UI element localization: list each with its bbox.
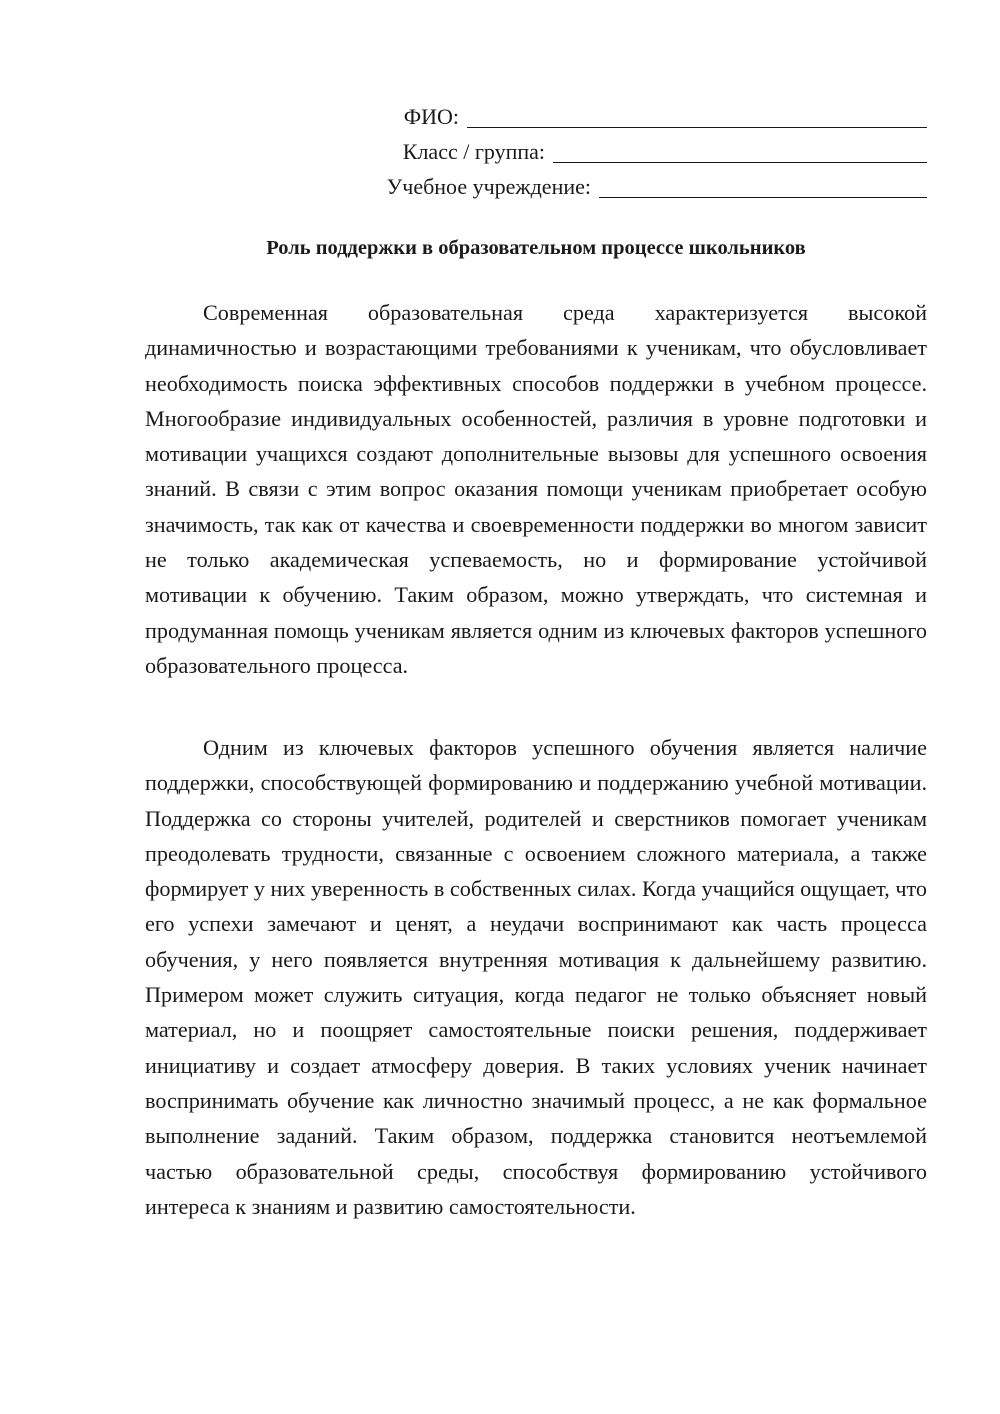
paragraph-block-2 [145,730,927,1224]
document-title: Роль поддержки в образовательном процессе школьников [266,237,806,259]
class-field-row [327,128,927,163]
body-paragraph: Современная образовательная среда характеризуется высокой динамичностью и возрастающими требованиями к ученикам, что обусловливает необходимость поиска эффективных способов поддержки в учебном процессе. Многообразие индивидуальных особенностей, различия в уровне подготовки и мотивации учащихся создают дополнительные вызовы для успешного освоения знаний. В связи с этим вопрос оказания помощи ученикам приобретает особую значимость, так как от качества и своевременности поддержки во многом зависит не только академическая успеваемость, но и формирование устойчивой мотивации к обучению. Таким образом, можно утверждать, что системная и продуманная помощь ученикам является одним из ключевых факторов успешного образовательного процесса. [145,300,927,678]
name-field-row [327,93,927,128]
paragraph-block-1 [145,295,927,683]
school-fill-line [599,175,927,198]
student-info-header [327,93,927,198]
name-label: ФИО: [403,104,459,129]
name-fill-line [467,105,927,128]
school-field-row [327,163,927,198]
class-fill-line [553,140,927,163]
class-label: Класс / группа: [402,139,545,164]
body-paragraph: Одним из ключевых факторов успешного обучения является наличие поддержки, способствующей формированию и поддержанию учебной мотивации. Поддержка со стороны учителей, родителей и сверстников помогает ученикам преодолевать трудности, связанные с освоением сложного материала, а также формирует у них уверенность в собственных силах. Когда учащийся ощущает, что его успехи замечают и ценят, а неудачи воспринимают как часть процесса обучения, у него появляется внутренняя мотивация к дальнейшему развитию. Примером может служить ситуация, когда педагог не только объясняет новый материал, но и поощряет самостоятельные поиски решения, поддерживает инициативу и создает атмосферу доверия. В таких условиях ученик начинает воспринимать обучение как личностно значимый процесс, а не как формальное выполнение заданий. Таким образом, поддержка становится неотъемлемой частью образовательной среды, способствуя формированию устойчивого интереса к знаниям и развитию самостоятельности. [145,735,927,1219]
school-label: Учебное учреждение: [386,174,591,199]
